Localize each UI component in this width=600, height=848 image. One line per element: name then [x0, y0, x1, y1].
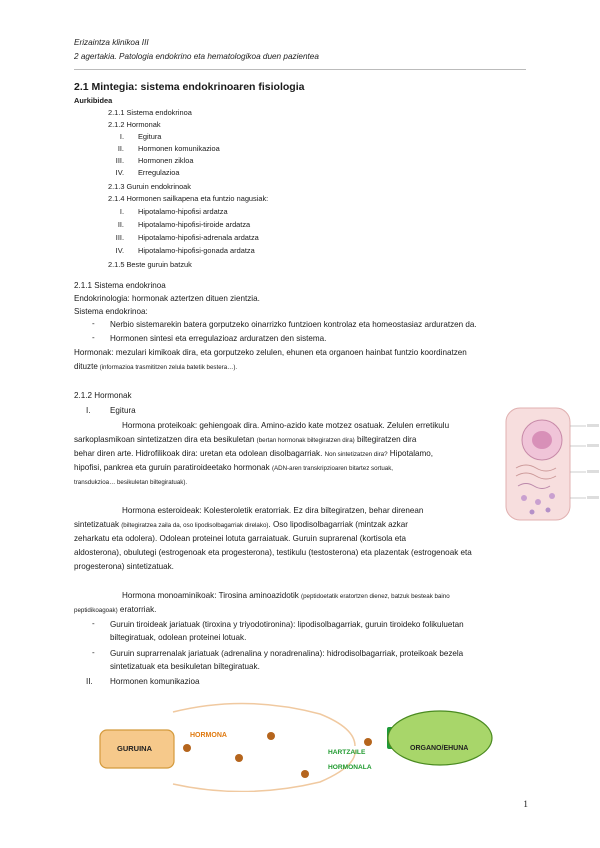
esteroideak-line5: progesterona) sintetizatuak. — [74, 562, 174, 571]
header-rule — [74, 69, 526, 70]
subsection-komunikazioa: Hormonen komunikazioa — [110, 677, 200, 686]
monoaminikoak-line2: peptidikoagoak) eratorriak. — [74, 605, 157, 614]
organo-label: ORGANO/EHUNA — [410, 745, 469, 752]
esteroideak-line3: zeharkatu eta odolera). Odolean proteinei lotuta garraiatuak. Guruin suprarenal (kortisola eta — [74, 534, 407, 543]
toc-item-212-3: III. Hormonen zikloa — [115, 156, 194, 165]
proteikoak-line4: hipofisi, pankrea eta guruin paratiroideetako hormonak (ADN-aren transkripzioaren bitartez sortuak, — [74, 463, 394, 472]
esteroideak-line4: aldosterona), obulutegi (estrogenoak eta progesterona), testikulu (testosterona) eta plazentak (estrogenoak eta — [74, 548, 472, 557]
hartzaile-label: HARTZAILE — [328, 749, 366, 756]
list-item: Nerbio sistemarekin batera gorputzeko oinarrizko funtzioen kontrolaz eta homeostasiaz arduratzen da. — [110, 320, 477, 329]
proteikoak-line1: Hormona proteikoak: gehiengoak dira. Amino-azido kate motzez osatuak. Zelulen erretikulu — [122, 421, 450, 430]
hormone-dot — [183, 744, 191, 752]
hormone-dot — [301, 770, 309, 778]
toc-item-214-2: II. Hipotalamo-hipofisi-tiroide ardatza — [117, 220, 251, 229]
hormonak-def: Hormonak: mezulari kimikoak dira, eta gorputzeko zelulen, ehunen eta organoen hainbat funtzio koordinatzen — [74, 348, 467, 357]
cell-illustration — [504, 406, 600, 524]
hormonala-label: HORMONALA — [328, 764, 372, 771]
toc-item-214-3: III. Hipotalamo-hipofisi-adrenala ardatza — [115, 233, 259, 242]
header-course: Erizaintza klinikoa III — [74, 38, 149, 47]
header-subtitle: 2 agertakia. Patologia endokrino eta hematologikoa duen pazientea — [74, 52, 319, 61]
toc-heading: Aurkibidea — [74, 96, 113, 105]
endokrinologia-def: Endokrinologia: hormonak aztertzen dituen zientzia. — [74, 294, 260, 303]
proteikoak-line5: transdukzioa… besikuletan biltegiratuak). — [74, 479, 188, 486]
toc-item-212-1: I. Egitura — [119, 132, 162, 141]
toc-item-214-4: IV. Hipotalamo-hipofisi-gonada ardatza — [115, 246, 255, 255]
bullet-dash: - — [92, 619, 95, 628]
bullet-dash: - — [92, 333, 95, 342]
list-item: Guruin tiroideak jariatuak (tiroxina y triyodotironina): lipodisolbagarriak, guruin tiroideko folikuluetan — [110, 620, 464, 629]
subsection-egitura: Egitura — [110, 406, 136, 415]
bullet-dash: - — [92, 648, 95, 657]
esteroideak-line1: Hormona esteroideak: Kolesteroletik eratorriak. Ez dira biltegiratzen, behar direnean — [122, 506, 424, 515]
monoaminikoak-line1: Hormona monoaminikoak: Tirosina aminoazidotik (peptidoetatik eratortzen dienez, batzuk besteak baino — [122, 591, 450, 600]
hormona-label: HORMONA — [190, 732, 227, 739]
list-item: Hormonen sintesi eta erregulazioaz arduratzen den sistema. — [110, 334, 327, 343]
page-number: 1 — [523, 800, 528, 810]
toc-item-213: 2.1.3 Guruin endokrinoak — [108, 182, 191, 191]
organo-ellipse — [388, 711, 492, 765]
hormone-dot — [235, 754, 243, 762]
page-title: 2.1 Mintegia: sistema endokrinoaren fisiologia — [74, 81, 305, 93]
subsection-num: I. — [86, 406, 91, 415]
esteroideak-line2: sintetizatuak (biltegiratzea zaila da, oso lipodisolbagarriak direlako). Oso lipodisolbagarriak (mintzak azkar — [74, 520, 408, 529]
subsection-num: II. — [86, 677, 93, 686]
section-212-heading: 2.1.2 Hormonak — [74, 391, 132, 400]
toc-item-211: 2.1.1 Sistema endokrinoa — [108, 108, 192, 117]
toc-item-214-1: I. Hipotalamo-hipofisi ardatza — [119, 207, 228, 216]
toc-item-212-4: IV. Erregulazioa — [115, 168, 180, 177]
toc-item-214: 2.1.4 Hormonen sailkapena eta funtzio nagusiak: — [108, 194, 269, 203]
list-item: Guruin suprarrenalak jariatuak (adrenalina y noradrenalina): hidrodisolbagarriak, proteikoak bezela — [110, 649, 464, 658]
hormone-dot — [267, 732, 275, 740]
sistema-endokrinoa-label: Sistema endokrinoa: — [74, 307, 148, 316]
proteikoak-line3: behar diren arte. Hidrofilikoak dira: uretan eta odolean disolbagarriak. Non sintetizatzen dira? Hipotalamo, — [74, 449, 433, 458]
section-211-heading: 2.1.1 Sistema endokrinoa — [74, 281, 166, 290]
guruina-label: GURUINA — [117, 744, 152, 753]
toc-item-212: 2.1.2 Hormonak — [108, 120, 161, 129]
hormone-dot — [364, 738, 372, 746]
list-item-cont: biltegiratuak, odolean proteinei lotuak. — [110, 633, 247, 642]
toc-item-212-2: II. Hormonen komunikazioa — [117, 144, 220, 153]
list-item-cont: sintetizatuak eta besikuletan biltegiratuak. — [110, 662, 260, 671]
hormone-arc-top — [173, 703, 355, 746]
hormonak-def-cont: dituzte (informazioa trasmititzen zelula batetik bestera…). — [74, 362, 238, 371]
toc-item-215: 2.1.5 Beste guruin batzuk — [108, 260, 192, 269]
proteikoak-line2: sarkoplasmikoan sintetizatzen dira eta besikuletan (bertan hormonak biltegiratzen dira) biltegiratzen dira — [74, 435, 417, 444]
bullet-dash: - — [92, 319, 95, 328]
